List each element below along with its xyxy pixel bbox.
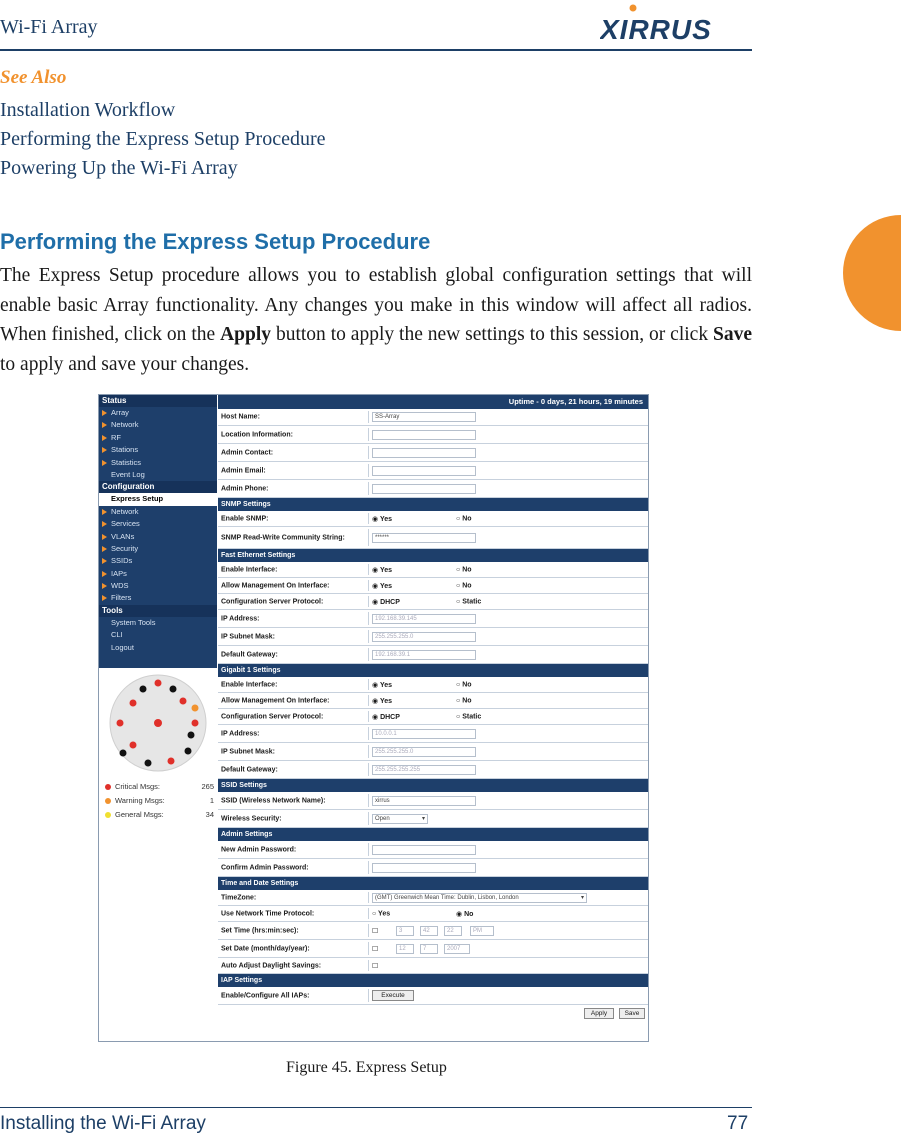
section-heading: Performing the Express Setup Procedure bbox=[0, 229, 431, 254]
sidebar-item-event-log[interactable]: Event Log bbox=[111, 469, 145, 479]
time-hour-input[interactable]: 3 bbox=[396, 926, 414, 936]
snmp-rw-input[interactable]: ****** bbox=[372, 533, 476, 543]
fe-gw-input[interactable]: 192.168.39.1 bbox=[372, 650, 476, 660]
fe-static-radio[interactable]: ○ Static bbox=[456, 598, 482, 605]
snmp-no-radio[interactable]: ○ No bbox=[456, 515, 472, 522]
g1-static-radio[interactable]: ○ Static bbox=[456, 713, 482, 720]
chevron-down-icon: ▾ bbox=[580, 894, 584, 901]
fe-mgmt-yes-radio[interactable]: ◉ Yes bbox=[372, 582, 393, 590]
admin-contact-input[interactable] bbox=[372, 448, 476, 458]
date-year-input[interactable]: 2007 bbox=[444, 944, 470, 954]
sidebar-status-header[interactable]: Status bbox=[99, 395, 217, 407]
sidebar-item-express-setup[interactable]: Express Setup bbox=[99, 493, 217, 505]
new-password-row: New Admin Password: bbox=[218, 841, 649, 859]
chevron-down-icon: ▾ bbox=[421, 815, 425, 822]
sidebar-item-statistics[interactable]: Statistics bbox=[99, 457, 217, 469]
timezone-row: TimeZone: (GMT) Greenwich Mean Time: Dublin, Lisbon, London ▾ bbox=[218, 890, 649, 906]
ssid-input[interactable]: xirrus bbox=[372, 796, 476, 806]
sidebar-item-wds[interactable]: WDS bbox=[99, 580, 217, 592]
iap-settings-header: IAP Settings bbox=[218, 974, 649, 987]
footer-rule bbox=[0, 1107, 752, 1108]
snmp-rw-row: SNMP Read-Write Community String: ****** bbox=[218, 527, 649, 549]
apply-button[interactable]: Apply bbox=[584, 1008, 614, 1019]
sidebar-item-services[interactable]: Services bbox=[99, 518, 217, 530]
sidebar-item-ssids[interactable]: SSIDs bbox=[99, 555, 217, 567]
sidebar-configuration-header[interactable]: Configuration bbox=[99, 481, 217, 493]
sidebar-item-security[interactable]: Security bbox=[99, 543, 217, 555]
warning-dot-icon bbox=[105, 798, 111, 804]
xirrus-logo bbox=[600, 4, 748, 44]
fe-mgmt-no-radio[interactable]: ○ No bbox=[456, 582, 472, 589]
svg-text:XIRRUS: XIRRUS bbox=[600, 14, 712, 44]
fe-mgmt-row: Allow Management On Interface: ◉ Yes ○ No bbox=[218, 578, 649, 594]
host-name-row: Host Name: SS-Array bbox=[218, 409, 649, 426]
ntp-row: Use Network Time Protocol: ○ Yes ◉ No bbox=[218, 906, 649, 922]
g1-gw-row: Default Gateway: 255.255.255.255 bbox=[218, 761, 649, 779]
legend-warning[interactable]: Warning Msgs: 1 bbox=[103, 794, 217, 808]
array-radio-diagram[interactable] bbox=[103, 673, 213, 773]
sidebar-item-system-tools[interactable]: System Tools bbox=[111, 617, 156, 627]
chapter-tab bbox=[843, 215, 901, 331]
location-input[interactable] bbox=[372, 430, 476, 440]
sidebar-item-logout[interactable]: Logout bbox=[111, 642, 134, 652]
set-time-row: Set Time (hrs:min:sec): ☐ 3 42 22 PM bbox=[218, 922, 649, 940]
enable-snmp-row: Enable SNMP: ◉ Yes ○ No bbox=[218, 511, 649, 527]
confirm-password-row: Confirm Admin Password: bbox=[218, 859, 649, 877]
fe-enable-no-radio[interactable]: ○ No bbox=[456, 566, 472, 573]
time-ampm-select[interactable]: PM bbox=[470, 926, 494, 936]
fe-enable-row: Enable Interface: ◉ Yes ○ No bbox=[218, 562, 649, 578]
auto-dst-checkbox[interactable]: ☐ bbox=[372, 962, 379, 970]
footer-chapter: Installing the Wi-Fi Array bbox=[0, 1113, 206, 1134]
see-also-label: See Also bbox=[0, 67, 67, 88]
g1-gw-input[interactable]: 255.255.255.255 bbox=[372, 765, 476, 775]
date-day-input[interactable]: 7 bbox=[420, 944, 438, 954]
admin-contact-row: Admin Contact: bbox=[218, 444, 649, 462]
general-dot-icon bbox=[105, 812, 111, 818]
header-rule bbox=[0, 49, 752, 51]
g1-mgmt-row: Allow Management On Interface: ◉ Yes ○ No bbox=[218, 693, 649, 709]
time-min-input[interactable]: 42 bbox=[420, 926, 438, 936]
set-date-checkbox[interactable]: ☐ bbox=[372, 945, 379, 953]
sidebar-nav bbox=[99, 395, 217, 668]
admin-phone-row: Admin Phone: bbox=[218, 480, 649, 498]
see-also-link-1[interactable]: Installation Workflow bbox=[0, 99, 176, 121]
sidebar-item-network[interactable]: Network bbox=[99, 419, 217, 431]
timezone-select[interactable]: (GMT) Greenwich Mean Time: Dublin, Lisbon, London ▾ bbox=[372, 893, 587, 903]
g1-ip-input[interactable]: 10.0.0.1 bbox=[372, 729, 476, 739]
gigabit1-header: Gigabit 1 Settings bbox=[218, 664, 649, 677]
fe-dhcp-radio[interactable]: ◉ DHCP bbox=[372, 598, 400, 606]
g1-mask-input[interactable]: 255.255.255.0 bbox=[372, 747, 476, 757]
execute-button[interactable]: Execute bbox=[372, 990, 414, 1001]
running-header: Wi-Fi Array bbox=[0, 16, 98, 38]
g1-enable-no-radio[interactable]: ○ No bbox=[456, 681, 472, 688]
new-password-input[interactable] bbox=[372, 845, 476, 855]
g1-enable-yes-radio[interactable]: ◉ Yes bbox=[372, 681, 393, 689]
g1-mgmt-yes-radio[interactable]: ◉ Yes bbox=[372, 697, 393, 705]
sidebar-item-filters[interactable]: Filters bbox=[99, 592, 217, 604]
legend-critical[interactable]: Critical Msgs: 265 bbox=[103, 780, 217, 794]
ssid-row: SSID (Wireless Network Name): xirrus bbox=[218, 792, 649, 810]
save-button[interactable]: Save bbox=[619, 1008, 645, 1019]
set-time-checkbox[interactable]: ☐ bbox=[372, 927, 379, 935]
message-legend bbox=[103, 780, 217, 822]
admin-phone-input[interactable] bbox=[372, 484, 476, 494]
wireless-security-row: Wireless Security: Open ▾ bbox=[218, 810, 649, 828]
fe-enable-yes-radio[interactable]: ◉ Yes bbox=[372, 566, 393, 574]
admin-email-input[interactable] bbox=[372, 466, 476, 476]
page-number: 77 bbox=[727, 1113, 749, 1134]
fe-gw-row: Default Gateway: 192.168.39.1 bbox=[218, 646, 649, 664]
time-sec-input[interactable]: 22 bbox=[444, 926, 462, 936]
admin-email-row: Admin Email: bbox=[218, 462, 649, 480]
fe-ip-row: IP Address: 192.168.39.145 bbox=[218, 610, 649, 628]
legend-general[interactable]: General Msgs: 34 bbox=[103, 808, 217, 822]
g1-ip-row: IP Address: 10.0.0.1 bbox=[218, 725, 649, 743]
sidebar-item-cfg-network[interactable]: Network bbox=[99, 506, 217, 518]
snmp-yes-radio[interactable]: ◉ Yes bbox=[372, 515, 393, 523]
action-bar bbox=[218, 1005, 649, 1023]
fe-proto-row: Configuration Server Protocol: ◉ DHCP ○ Static bbox=[218, 594, 649, 610]
set-date-row: Set Date (month/day/year): ☐ 12 7 2007 bbox=[218, 940, 649, 958]
express-setup-screenshot bbox=[98, 394, 649, 1042]
critical-dot-icon bbox=[105, 784, 111, 790]
g1-mask-row: IP Subnet Mask: 255.255.255.0 bbox=[218, 743, 649, 761]
host-name-input[interactable]: SS-Array bbox=[372, 412, 476, 422]
confirm-password-input[interactable] bbox=[372, 863, 476, 873]
snmp-settings-header: SNMP Settings bbox=[218, 498, 649, 511]
enable-all-iaps-row: Enable/Configure All IAPs: Execute bbox=[218, 987, 649, 1005]
fe-ip-input[interactable]: 192.168.39.145 bbox=[372, 614, 476, 624]
sidebar-item-rf[interactable]: RF bbox=[99, 432, 217, 444]
sidebar-item-cli[interactable]: CLI bbox=[111, 630, 123, 640]
g1-proto-row: Configuration Server Protocol: ◉ DHCP ○ Static bbox=[218, 709, 649, 725]
see-also-link-3[interactable]: Powering Up the Wi-Fi Array bbox=[0, 157, 238, 179]
fast-ethernet-header: Fast Ethernet Settings bbox=[218, 549, 649, 562]
date-month-input[interactable]: 12 bbox=[396, 944, 414, 954]
auto-dst-row: Auto Adjust Daylight Savings: ☐ bbox=[218, 958, 649, 974]
sidebar-item-array[interactable]: Array bbox=[99, 407, 217, 419]
ssid-settings-header: SSID Settings bbox=[218, 779, 649, 792]
ntp-yes-radio[interactable]: ○ Yes bbox=[372, 910, 391, 917]
g1-enable-row: Enable Interface: ◉ Yes ○ No bbox=[218, 677, 649, 693]
location-row: Location Information: bbox=[218, 426, 649, 444]
section-paragraph: The Express Setup procedure allows you to establish global configuration settings that will enable basic Array functionality. Any changes you make in this window will affect all radios. When finished, click on the Apply button to apply the new settings to this session, or click Save to apply and save your changes. bbox=[0, 265, 752, 375]
admin-settings-header: Admin Settings bbox=[218, 828, 649, 841]
uptime-bar: Uptime - 0 days, 21 hours, 19 minutes bbox=[218, 395, 649, 409]
sidebar-item-stations[interactable]: Stations bbox=[99, 444, 217, 456]
express-setup-form bbox=[218, 395, 649, 1023]
ntp-no-radio[interactable]: ◉ No bbox=[456, 910, 474, 918]
g1-mgmt-no-radio[interactable]: ○ No bbox=[456, 697, 472, 704]
g1-dhcp-radio[interactable]: ◉ DHCP bbox=[372, 713, 400, 721]
sidebar-item-iaps[interactable]: IAPs bbox=[99, 568, 217, 580]
sidebar-tools-header[interactable]: Tools bbox=[99, 605, 217, 617]
wireless-security-select[interactable]: Open ▾ bbox=[372, 814, 428, 824]
fe-mask-input[interactable]: 255.255.255.0 bbox=[372, 632, 476, 642]
sidebar-item-vlans[interactable]: VLANs bbox=[99, 531, 217, 543]
fe-mask-row: IP Subnet Mask: 255.255.255.0 bbox=[218, 628, 649, 646]
time-settings-header: Time and Date Settings bbox=[218, 877, 649, 890]
figure-caption: Figure 45. Express Setup bbox=[286, 1059, 447, 1076]
see-also-link-2[interactable]: Performing the Express Setup Procedure bbox=[0, 128, 326, 150]
